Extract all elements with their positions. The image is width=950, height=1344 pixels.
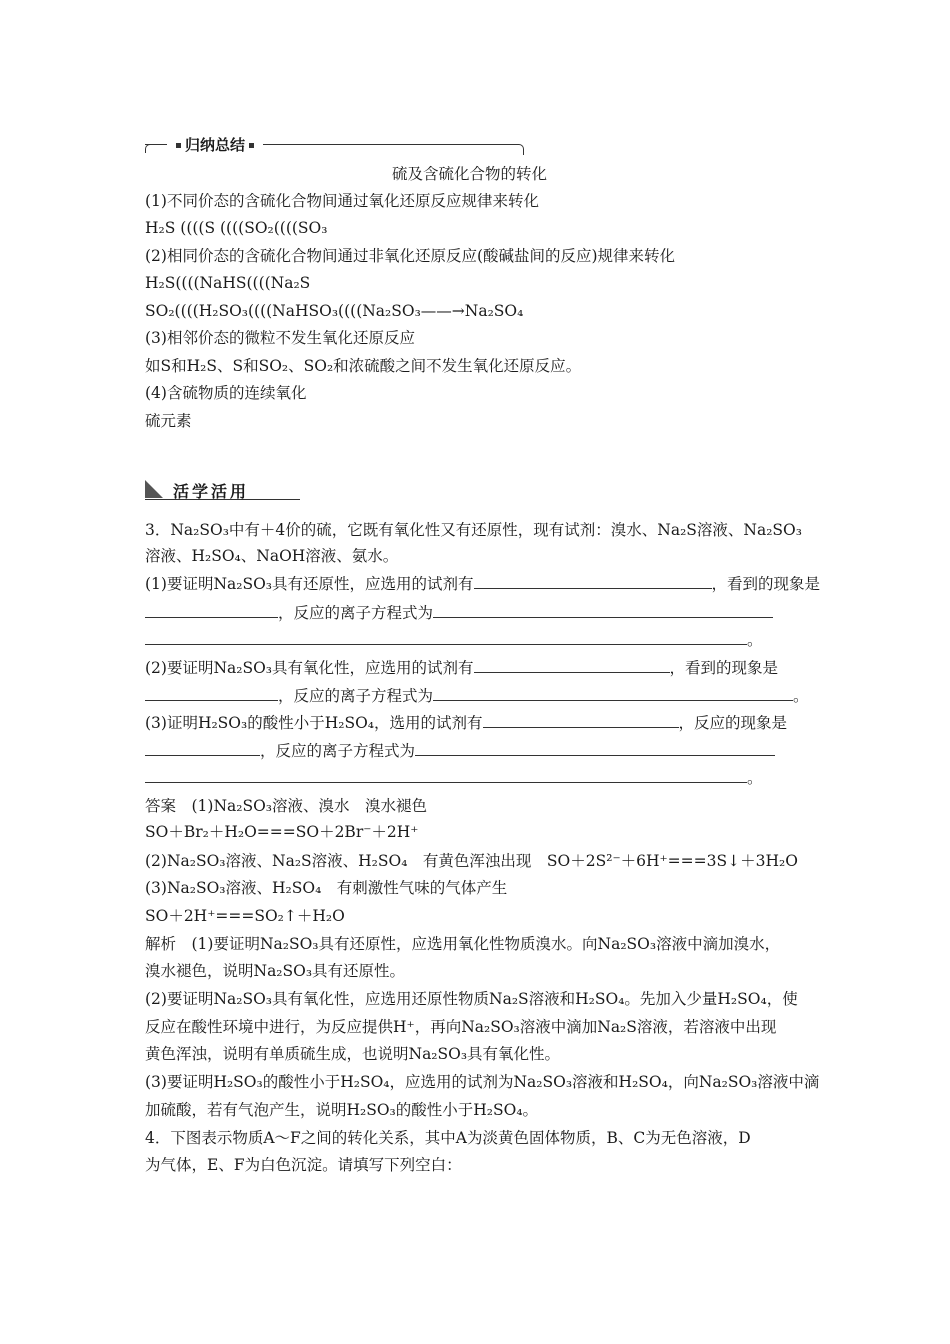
answer-blank[interactable] xyxy=(483,713,679,728)
q3-1-text-c: ，反应的离子方程式为 xyxy=(278,604,434,622)
question-4-line-1: 4．下图表示物质A～F之间的转化关系，其中A为淡黄色固体物质，B、C为无色溶液，D xyxy=(145,1129,751,1147)
period: 。 xyxy=(793,687,809,705)
header-frame-corner xyxy=(145,144,156,153)
q3-3-text-b: ，反应的现象是 xyxy=(678,714,788,732)
answer-blank[interactable] xyxy=(433,603,773,618)
answer-line-4: (3)Na₂SO₃溶液、H₂SO₄ 有刺激性气味的气体产生 xyxy=(145,879,508,897)
conversion-chain-3: SO₂((((H₂SO₃((((NaHSO₃((((Na₂SO₃——→Na₂SO₄ xyxy=(145,302,524,320)
question-3-part-2 xyxy=(145,658,778,678)
question-3-part-1-cont2 xyxy=(145,630,763,650)
summary-title: 硫及含硫化合物的转化 xyxy=(392,165,548,183)
analysis-line-1: 解析 (1)要证明Na₂SO₃具有还原性，应选用氧化性物质溴水。向Na₂SO₃溶液中滴加溴水， xyxy=(145,935,781,953)
answer-blank[interactable] xyxy=(145,603,278,618)
q3-2-text-a: (2)要证明Na₂SO₃具有氧化性，应选用的试剂有 xyxy=(145,659,474,677)
question-3-part-1 xyxy=(145,574,820,594)
q3-2-text-b: ，看到的现象是 xyxy=(669,659,779,677)
square-bullet-icon xyxy=(176,143,181,148)
summary-point-4: (4)含硫物质的连续氧化 xyxy=(145,384,307,402)
answer-line-3: (2)Na₂SO₃溶液、Na₂S溶液、H₂SO₄ 有黄色浑浊出现 SO＋2S²⁻＋6H⁺===3S↓＋3H₂O xyxy=(145,852,798,870)
question-3-part-3-cont xyxy=(145,741,775,761)
conversion-chain-1: H₂S ((((S ((((SO₂((((SO₃ xyxy=(145,219,328,237)
answer-blank[interactable] xyxy=(145,630,747,645)
question-3-part-1-cont xyxy=(145,603,773,623)
analysis-line-5: 黄色浑浊，说明有单质硫生成，也说明Na₂SO₃具有氧化性。 xyxy=(145,1045,561,1063)
question-3-part-3 xyxy=(145,713,787,733)
summary-section-header xyxy=(145,132,525,156)
summary-point-3-detail: 如S和H₂S、S和SO₂、SO₂和浓硫酸之间不发生氧化还原反应。 xyxy=(145,357,582,375)
summary-point-2: (2)相同价态的含硫化合物间通过非氧化还原反应(酸碱盐间的反应)规律来转化 xyxy=(145,247,676,265)
square-bullet-icon xyxy=(249,143,254,148)
summary-header-label xyxy=(167,134,263,155)
q3-3-text-a: (3)证明H₂SO₃的酸性小于H₂SO₄，选用的试剂有 xyxy=(145,714,483,732)
analysis-line-7: 加硫酸，若有气泡产生，说明H₂SO₃的酸性小于H₂SO₄。 xyxy=(145,1101,539,1119)
question-3-part-3-cont2 xyxy=(145,768,763,788)
summary-point-3: (3)相邻价态的微粒不发生氧化还原反应 xyxy=(145,329,415,347)
question-4-line-2: 为气体，E、F为白色沉淀。请填写下列空白： xyxy=(145,1156,462,1174)
q3-3-text-c: ，反应的离子方程式为 xyxy=(260,742,416,760)
practice-section-header xyxy=(145,478,300,502)
summary-point-1: (1)不同价态的含硫化合物间通过氧化还原反应规律来转化 xyxy=(145,192,539,210)
answer-blank[interactable] xyxy=(145,741,260,756)
analysis-line-6: (3)要证明H₂SO₃的酸性小于H₂SO₄，应选用的试剂为Na₂SO₃溶液和H₂SO₄，向Na₂SO₃溶液中滴 xyxy=(145,1073,820,1091)
answer-line-1: 答案 (1)Na₂SO₃溶液、溴水 溴水褪色 xyxy=(145,797,428,815)
header-underline xyxy=(145,499,300,500)
analysis-line-3: (2)要证明Na₂SO₃具有氧化性，应选用还原性物质Na₂S溶液和H₂SO₄。先加入少量H₂SO₄，使 xyxy=(145,990,798,1008)
analysis-line-2: 溴水褪色，说明Na₂SO₃具有还原性。 xyxy=(145,962,406,980)
answer-blank[interactable] xyxy=(145,768,747,783)
practice-header-label: 活学活用 xyxy=(173,482,250,501)
summary-label-text: 归纳总结 xyxy=(185,136,246,154)
conversion-chain-2: H₂S((((NaHS((((Na₂S xyxy=(145,274,311,292)
q3-1-text-b: ，看到的现象是 xyxy=(711,575,821,593)
summary-point-4-detail: 硫元素 xyxy=(145,412,192,430)
corner-triangle-icon xyxy=(145,480,163,498)
question-3-line-2: 溶液、H₂SO₄、NaOH溶液、氨水。 xyxy=(145,547,399,565)
period: 。 xyxy=(747,769,763,787)
question-3-line-1: 3．Na₂SO₃中有＋4价的硫，它既有氧化性又有还原性，现有试剂：溴水、Na₂S溶液、Na₂SO₃ xyxy=(145,521,802,539)
answer-blank[interactable] xyxy=(474,658,670,673)
answer-blank[interactable] xyxy=(145,686,278,701)
question-3-part-2-cont xyxy=(145,686,809,706)
answer-blank[interactable] xyxy=(474,574,712,589)
answer-line-2: SO＋Br₂＋H₂O===SO＋2Br⁻＋2H⁺ xyxy=(145,823,419,841)
answer-line-5: SO＋2H⁺===SO₂↑＋H₂O xyxy=(145,907,345,925)
answer-blank[interactable] xyxy=(433,686,793,701)
q3-1-text-a: (1)要证明Na₂SO₃具有还原性，应选用的试剂有 xyxy=(145,575,474,593)
period: 。 xyxy=(747,631,763,649)
answer-blank[interactable] xyxy=(415,741,775,756)
analysis-line-4: 反应在酸性环境中进行，为反应提供H⁺，再向Na₂SO₃溶液中滴加Na₂S溶液，若溶液中出现 xyxy=(145,1018,777,1036)
q3-2-text-c: ，反应的离子方程式为 xyxy=(278,687,434,705)
